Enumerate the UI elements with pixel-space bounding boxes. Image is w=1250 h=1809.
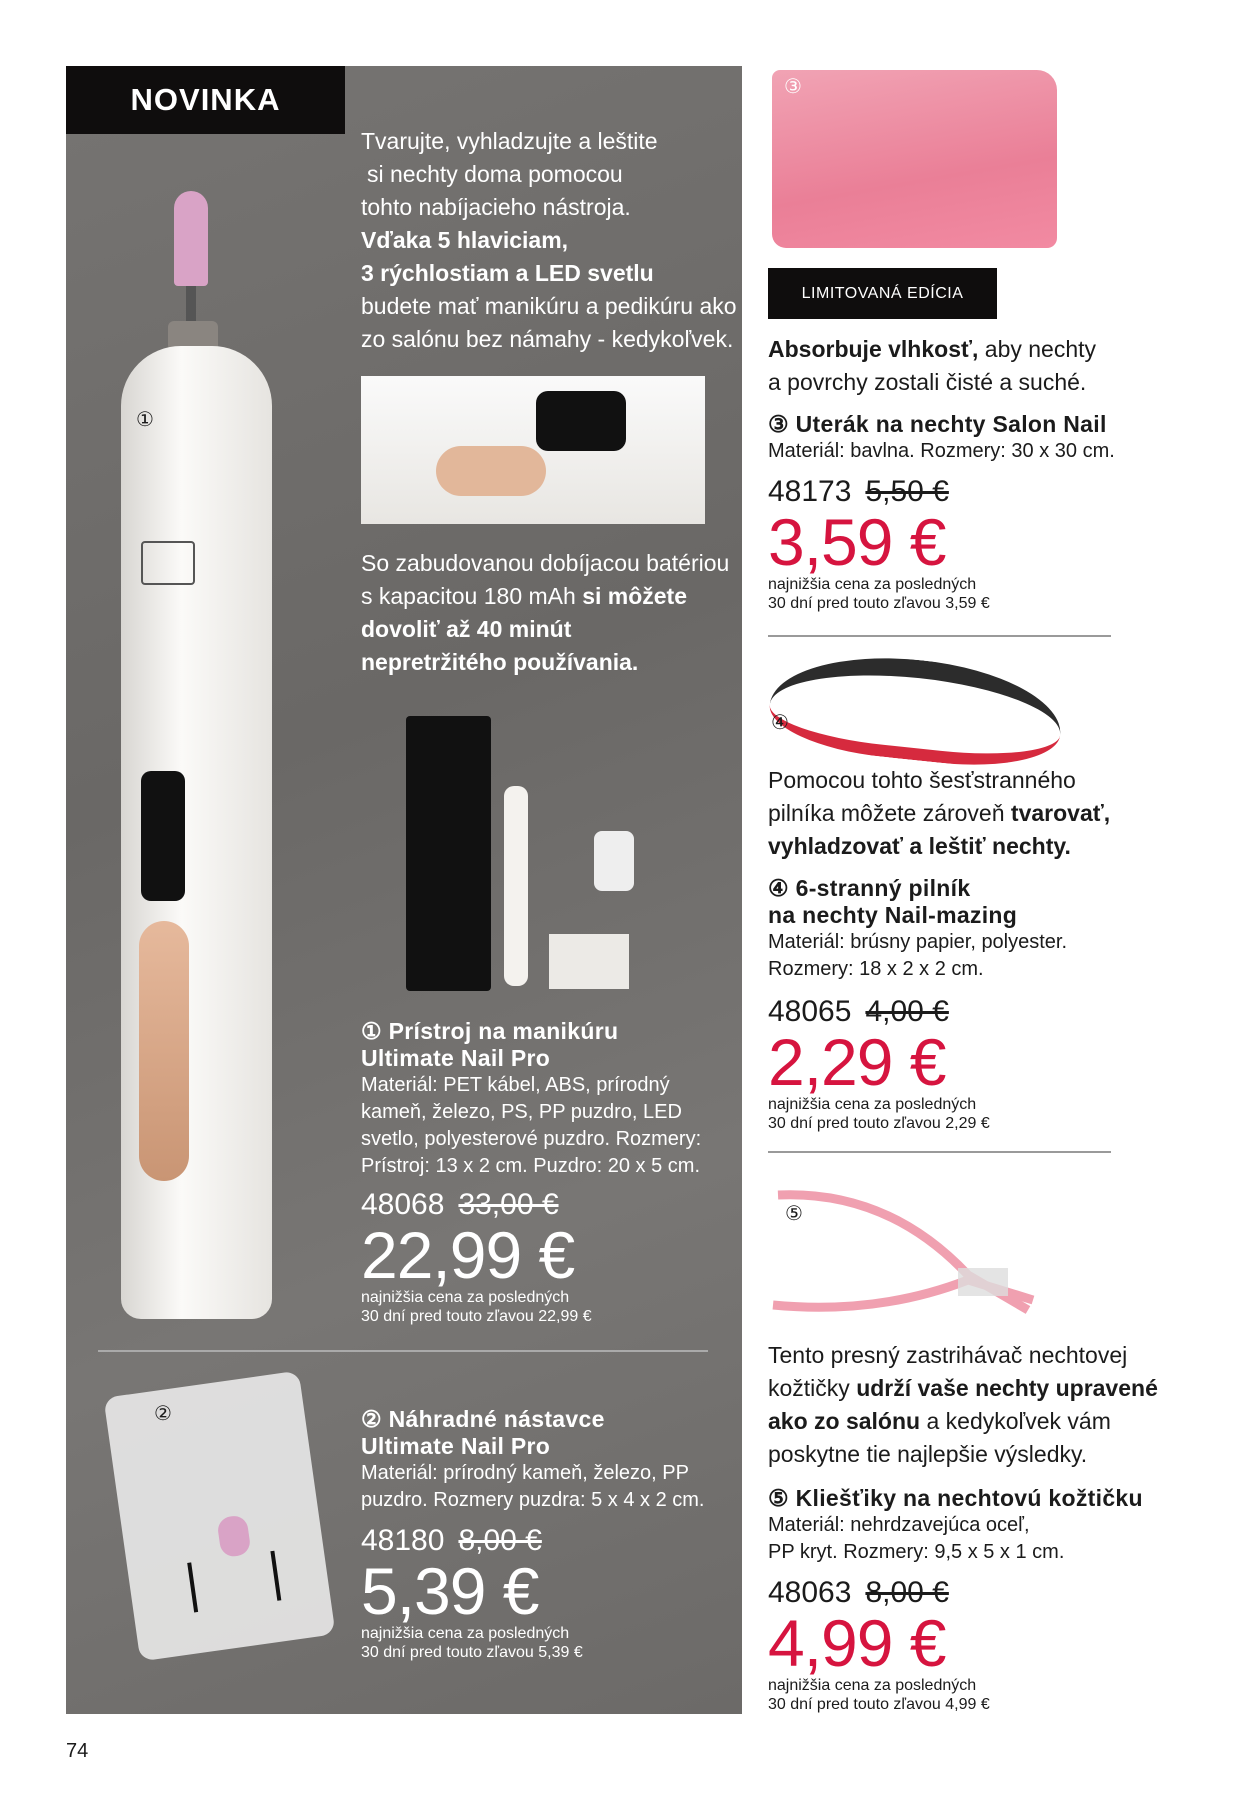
lowest-price-note: 30 dní pred touto zľavou 22,99 €	[361, 1308, 592, 1325]
intro-line: 3 rýchlostiam a LED svetlu	[361, 260, 654, 286]
intro-line: Tvarujte, vyhladzujte a leštite	[361, 128, 658, 154]
material-line: Materiál: nehrdzavejúca oceľ,	[768, 1514, 1030, 1536]
led-closeup-image	[361, 376, 705, 524]
marker-5: ⑤	[785, 1203, 803, 1225]
battery-line: s kapacitou 180 mAh	[361, 583, 583, 609]
divider	[98, 1350, 708, 1352]
product-code: 48063	[768, 1576, 852, 1609]
lowest-price-note: najnižšia cena za posledných	[361, 1625, 570, 1642]
lowest-price-note: najnižšia cena za posledných	[361, 1289, 570, 1306]
product-code: 48065	[768, 995, 852, 1028]
material-line: puzdro. Rozmery puzdra: 5 x 4 x 2 cm.	[361, 1489, 705, 1511]
desc-line: pilníka môžete zároveň	[768, 800, 1011, 826]
lowest-price-note: 30 dní pred touto zľavou 4,99 €	[768, 1696, 990, 1713]
nail-drill-image	[121, 191, 272, 1319]
material-line: Materiál: bavlna. Rozmery: 30 x 30 cm.	[768, 440, 1115, 462]
product-code: 48173	[768, 475, 852, 508]
desc-line: Pomocou tohto šesťstranného	[768, 767, 1076, 793]
marker-5: ⑤	[768, 1485, 789, 1511]
product-title: na nechty Nail-mazing	[768, 902, 1018, 928]
lowest-price-note: najnižšia cena za posledných	[768, 1096, 977, 1113]
lowest-price-note: najnižšia cena za posledných	[768, 1677, 977, 1694]
divider	[768, 1151, 1111, 1153]
marker-3: ③	[768, 411, 789, 437]
new-badge: NOVINKA	[66, 66, 345, 134]
nail-towel-image	[772, 70, 1057, 248]
marker-4: ④	[771, 712, 789, 734]
intro-line: si nechty doma pomocou	[367, 161, 623, 187]
intro-line: Vďaka 5 hlaviciam,	[361, 227, 569, 253]
sale-price: 4,99 €	[768, 1606, 946, 1680]
old-price: 33,00 €	[458, 1188, 559, 1221]
sale-price: 2,29 €	[768, 1025, 946, 1099]
lowest-price-note: 30 dní pred touto zľavou 2,29 €	[768, 1115, 990, 1132]
desc-bold: tvarovať,	[1010, 800, 1111, 826]
kit-bag-image	[364, 706, 634, 995]
desc-line: kožtičky	[768, 1375, 857, 1401]
product-4-info	[768, 764, 1110, 1133]
old-price: 4,00 €	[865, 995, 949, 1028]
desc-bold: vyhladzovať a leštiť nechty.	[768, 833, 1071, 859]
nail-file-image	[766, 645, 1067, 775]
desc-line: a kedykoľvek vám	[920, 1408, 1111, 1434]
material-line: Materiál: brúsny papier, polyester.	[768, 931, 1068, 953]
sale-price: 3,59 €	[768, 505, 946, 579]
product-2-info	[361, 1406, 704, 1662]
material-line: PP kryt. Rozmery: 9,5 x 5 x 1 cm.	[768, 1541, 1065, 1563]
marker-2: ②	[154, 1403, 172, 1425]
page-number: 74	[66, 1740, 89, 1762]
intro-line: zo salónu bez námahy - kedykoľvek.	[361, 326, 734, 352]
desc-line: a povrchy zostali čisté a suché.	[768, 369, 1087, 395]
marker-1: ①	[361, 1018, 382, 1044]
material-line: kameň, železo, PS, PP puzdro, LED	[361, 1101, 682, 1123]
material-line: Rozmery: 18 x 2 x 2 cm.	[768, 958, 984, 980]
product-title: Ultimate Nail Pro	[361, 1433, 551, 1459]
product-title: Ultimate Nail Pro	[361, 1045, 551, 1071]
product-title: Prístroj na manikúru	[388, 1018, 619, 1044]
cuticle-nipper-image	[768, 1180, 1041, 1325]
intro-line: tohto nabíjacieho nástroja.	[361, 194, 631, 220]
battery-text	[361, 547, 729, 679]
limited-edition-badge: LIMITOVANÁ EDÍCIA	[768, 268, 997, 319]
marker-3: ③	[784, 76, 802, 98]
lowest-price-note: 30 dní pred touto zľavou 3,59 €	[768, 595, 990, 612]
product-title: Náhradné nástavce	[388, 1406, 605, 1432]
material-line: Materiál: prírodný kameň, železo, PP	[361, 1462, 689, 1484]
desc-bold: ako zo salónu	[768, 1408, 921, 1434]
lowest-price-note: 30 dní pred touto zľavou 5,39 €	[361, 1644, 583, 1661]
battery-line: dovoliť až 40 minút	[361, 616, 572, 642]
intro-line: budete mať manikúru a pedikúru ako	[361, 293, 737, 319]
product-title: 6-stranný pilník	[795, 875, 971, 901]
sale-price: 5,39 €	[361, 1554, 539, 1628]
intro-text	[361, 125, 737, 356]
product-title: Kliešťiky na nechtovú kožtičku	[795, 1485, 1143, 1511]
product-1-info	[361, 1018, 701, 1326]
battery-line: nepretržitého používania.	[361, 649, 639, 675]
desc-line: Tento presný zastrihávač nechtovej	[768, 1342, 1128, 1368]
marker-2: ②	[361, 1406, 382, 1432]
product-code: 48068	[361, 1188, 445, 1221]
old-price: 8,00 €	[458, 1524, 542, 1557]
old-price: 5,50 €	[865, 475, 949, 508]
replacement-bits-image	[103, 1371, 335, 1662]
desc-line: poskytne tie najlepšie výsledky.	[768, 1441, 1088, 1467]
material-line: Materiál: PET kábel, ABS, prírodný	[361, 1074, 670, 1096]
divider	[768, 635, 1111, 637]
product-title: Uterák na nechty Salon Nail	[795, 411, 1107, 437]
marker-1: ①	[136, 409, 154, 431]
desc-bold: udrží vaše nechty upravené	[856, 1375, 1158, 1401]
marker-4: ④	[768, 875, 789, 901]
material-line: Prístroj: 13 x 2 cm. Puzdro: 20 x 5 cm.	[361, 1155, 701, 1177]
product-5-info	[768, 1339, 1158, 1714]
product-3-info	[768, 333, 1115, 613]
product-code: 48180	[361, 1524, 445, 1557]
old-price: 8,00 €	[865, 1576, 949, 1609]
desc-bold: Absorbuje vlhkosť,	[768, 336, 979, 362]
battery-line: So zabudovanou dobíjacou batériou	[361, 550, 730, 576]
desc-line: aby nechty	[978, 336, 1097, 362]
sale-price: 22,99 €	[361, 1218, 575, 1292]
lowest-price-note: najnižšia cena za posledných	[768, 576, 977, 593]
material-line: svetlo, polyesterové puzdro. Rozmery:	[361, 1128, 702, 1150]
battery-line-bold: si môžete	[582, 583, 688, 609]
